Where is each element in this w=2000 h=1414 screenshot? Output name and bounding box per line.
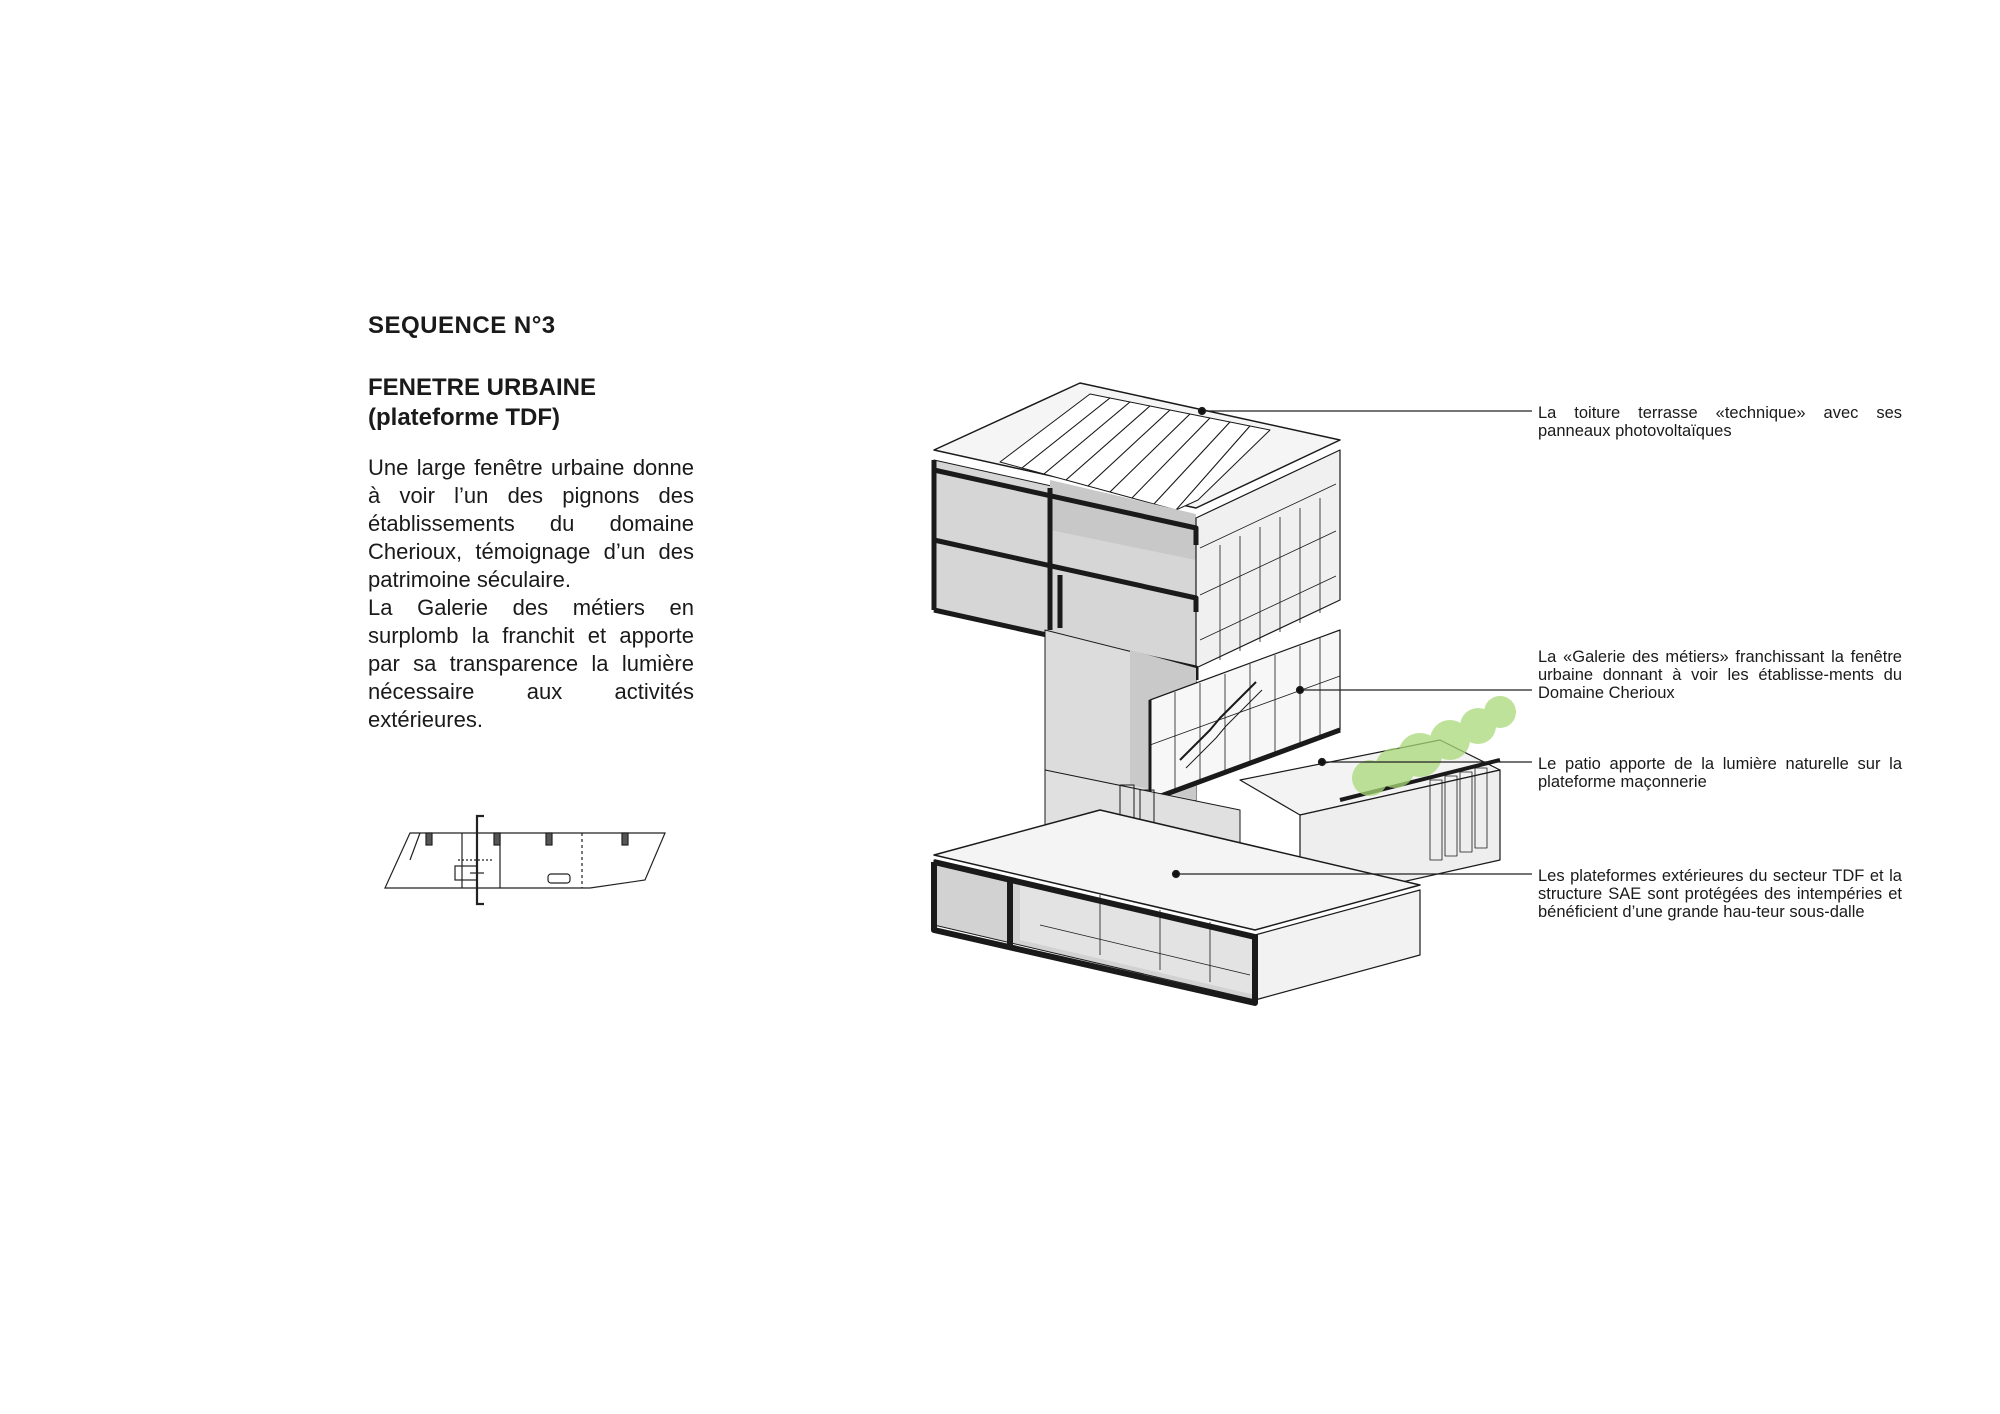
annotation-gallery: La «Galerie des métiers» franchissant la fenêtre urbaine donnant à voir les établisse-ments du Domaine Cherioux xyxy=(1538,648,1902,702)
section-title-line2: (plateforme TDF) xyxy=(368,404,560,431)
description-paragraph-1: Une large fenêtre urbaine donne à voir l’un des pignons des établissements du domaine Cherioux, témoignage d’un des patrimoine séculaire. xyxy=(368,455,694,592)
sequence-label: SEQUENCE N°3 xyxy=(368,312,556,339)
annotation-platforms: Les plateformes extérieures du secteur TDF et la structure SAE sont protégées des intempéries et bénéficient d’une grande hau-teur sous-dalle xyxy=(1538,867,1902,921)
annotation-patio: Le patio apporte de la lumière naturelle sur la plateforme maçonnerie xyxy=(1538,755,1902,791)
key-plan xyxy=(385,816,665,904)
section-title-line1: FENETRE URBAINE xyxy=(368,374,597,401)
axonometric-section xyxy=(934,383,1516,1003)
description-paragraph-2: La Galerie des métiers en surplomb la franchit et apporte par sa transparence la lumière nécessaire aux activités extérieures. xyxy=(368,595,694,732)
annotation-roof: La toiture terrasse «technique» avec ses panneaux photovoltaïques xyxy=(1538,404,1902,440)
